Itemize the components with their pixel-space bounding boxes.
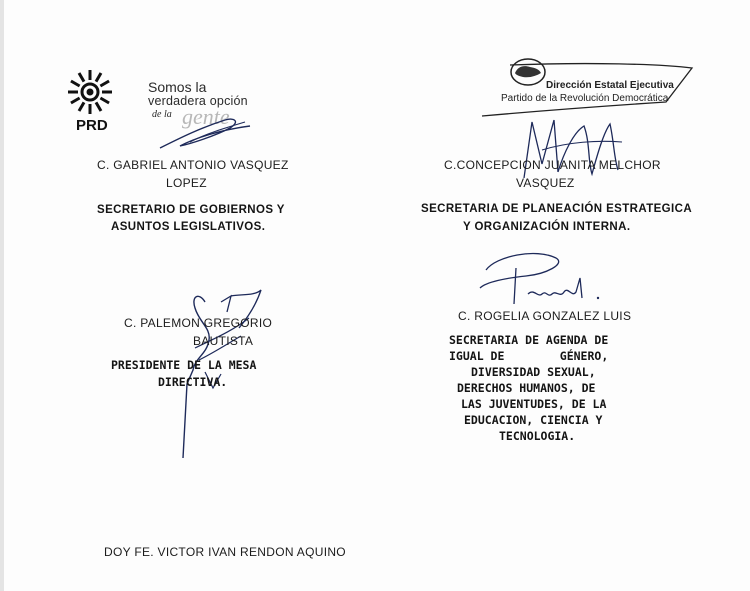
slogan-line-3: de la xyxy=(152,109,172,120)
signature-gabriel xyxy=(150,108,280,158)
slogan-line-1: Somos la xyxy=(148,79,207,95)
signatory-1-name-line-1: C. GABRIEL ANTONIO VASQUEZ xyxy=(97,158,289,172)
page-edge-shadow xyxy=(0,0,4,591)
signatory-3-role-line-1: PRESIDENTE DE LA MESA xyxy=(111,358,257,372)
seal-frame xyxy=(470,60,700,120)
signatory-2-name-line-1: C.CONCEPCION JUANITA MELCHOR xyxy=(444,158,661,172)
signatory-4-name: C. ROGELIA GONZALEZ LUIS xyxy=(458,309,632,323)
prd-sun-logo-icon xyxy=(64,68,124,118)
signatory-2-name-line-2: VASQUEZ xyxy=(516,176,575,190)
signatory-2-role-line-1: SECRETARIA DE PLANEACIÓN ESTRATEGICA xyxy=(421,203,693,215)
signatory-3-role-line-2: DIRECTIVA. xyxy=(158,375,228,389)
signature-palemon xyxy=(165,288,275,458)
signatory-4-role-line-7: TECNOLOGIA. xyxy=(499,429,576,443)
signature-rogelia xyxy=(476,248,616,308)
attestation-text: DOY FE. VICTOR IVAN RENDON AQUINO xyxy=(104,545,346,559)
prd-logo-wordmark: PRD xyxy=(76,117,108,134)
signatory-3-name-line-1: C. PALEMON GREGORIO xyxy=(124,316,273,330)
slogan-line-2: verdadera opción xyxy=(148,94,248,108)
slogan-line-4: gente xyxy=(182,104,230,129)
signatory-4-role-line-6: EDUCACION, CIENCIA Y xyxy=(464,413,603,427)
signatory-4-role-line-3: DIVERSIDAD SEXUAL, xyxy=(471,365,596,379)
signatory-1-name-line-2: LOPEZ xyxy=(166,176,207,190)
seal-title: Dirección Estatal Ejecutiva xyxy=(546,80,674,91)
seal-subtitle: Partido de la Revolución Democrática xyxy=(501,93,669,104)
signatory-1-role-line-1: SECRETARIO DE GOBIERNOS Y xyxy=(97,204,285,216)
signatory-4-role-line-2: IGUAL DE GÉNERO, xyxy=(449,349,609,363)
signatory-4-role-line-4: DERECHOS HUMANOS, DE xyxy=(457,381,596,395)
signatory-4-role-line-5: LAS JUVENTUDES, DE LA xyxy=(461,397,607,411)
signatory-1-role-line-2: ASUNTOS LEGISLATIVOS. xyxy=(111,221,266,233)
signatory-3-name-line-2: BAUTISTA xyxy=(193,334,254,348)
signatory-4-role-line-1: SECRETARIA DE AGENDA DE xyxy=(449,333,609,347)
signatory-2-role-line-2: Y ORGANIZACIÓN INTERNA. xyxy=(463,221,631,233)
